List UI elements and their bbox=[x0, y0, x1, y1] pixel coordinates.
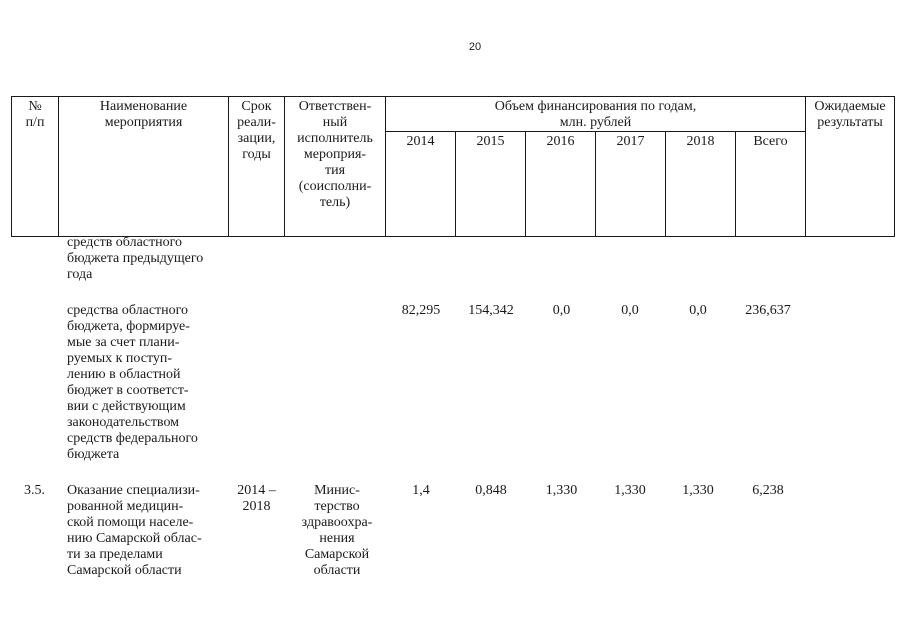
row-2-value-2017: 1,330 bbox=[614, 483, 646, 498]
text-line: 2018 bbox=[242, 499, 271, 514]
row-2-executor bbox=[290, 483, 384, 579]
text-line: здравоохра- bbox=[301, 515, 373, 530]
text-line: нения bbox=[319, 531, 355, 546]
row-1-value-2016: 0,0 bbox=[552, 303, 571, 318]
header-year-total: Всего bbox=[736, 132, 806, 237]
text-line: Оказание специализи- bbox=[67, 483, 200, 498]
text-line: вии с действующим bbox=[67, 399, 186, 414]
text-line: 2014 – bbox=[237, 483, 276, 498]
text-line: мые за счет плани- bbox=[67, 335, 180, 350]
text-line: Минис- bbox=[314, 483, 360, 498]
header-col-financing: Объем финансирования по годам, млн. рублей bbox=[386, 97, 806, 132]
text-line: бюджета предыдущего bbox=[67, 251, 204, 266]
text-line: средства областного bbox=[67, 303, 189, 318]
text-line: нию Самарской облас- bbox=[67, 531, 202, 546]
text-line: законодательством bbox=[67, 415, 180, 430]
header-col-executor: Ответствен- ный исполнитель мероприя- тия (соисполни- тель) bbox=[285, 97, 386, 237]
header-year-2017: 2017 bbox=[596, 132, 666, 237]
row-1-name bbox=[67, 303, 221, 463]
row-0-name bbox=[67, 235, 221, 283]
text-line: ской помощи населе- bbox=[67, 515, 194, 530]
text-line: рованной медицин- bbox=[67, 499, 184, 514]
header-year-2016: 2016 bbox=[526, 132, 596, 237]
row-1-value-total: 236,637 bbox=[745, 303, 791, 318]
text-line: ти за пределами bbox=[67, 547, 163, 562]
header-col-name: Наименование мероприятия bbox=[59, 97, 229, 237]
text-line: бюджета bbox=[67, 447, 120, 462]
header-col-num: № п/п bbox=[12, 97, 59, 237]
row-2-name bbox=[67, 483, 221, 579]
text-line: лению в областной bbox=[67, 367, 181, 382]
row-1-value-2014: 82,295 bbox=[401, 303, 441, 318]
row-2-value-2018: 1,330 bbox=[682, 483, 714, 498]
header-year-2015: 2015 bbox=[456, 132, 526, 237]
row-2-value-2015: 0,848 bbox=[475, 483, 507, 498]
header-year-2014: 2014 bbox=[386, 132, 456, 237]
financing-table-header bbox=[11, 96, 895, 237]
page-number: 20 bbox=[468, 41, 482, 53]
row-2-value-2014: 1,4 bbox=[412, 483, 430, 498]
text-line: Самарской области bbox=[67, 563, 182, 578]
row-1-value-2015: 154,342 bbox=[468, 303, 514, 318]
row-1-value-2018: 0,0 bbox=[689, 303, 707, 318]
text-line: года bbox=[67, 267, 93, 282]
text-line: средств областного bbox=[67, 235, 183, 250]
row-2-value-2016: 1,330 bbox=[545, 483, 578, 498]
header-col-period: Срок реали- зации, годы bbox=[229, 97, 285, 237]
text-line: бюджета, формируе- bbox=[67, 319, 190, 334]
text-line: Самарской bbox=[304, 547, 370, 562]
text-line: терство bbox=[314, 499, 360, 514]
row-2-number: 3.5. bbox=[24, 483, 45, 498]
row-2-period bbox=[228, 483, 285, 515]
row-2-value-total: 6,238 bbox=[752, 483, 784, 498]
text-line: области bbox=[313, 563, 361, 578]
header-col-results: Ожидаемые результаты bbox=[806, 97, 895, 237]
header-year-2018: 2018 bbox=[666, 132, 736, 237]
text-line: руемых к поступ- bbox=[67, 351, 173, 366]
text-line: бюджет в соответст- bbox=[67, 383, 189, 398]
text-line: средств федерального bbox=[67, 431, 198, 446]
row-1-value-2017: 0,0 bbox=[621, 303, 639, 318]
